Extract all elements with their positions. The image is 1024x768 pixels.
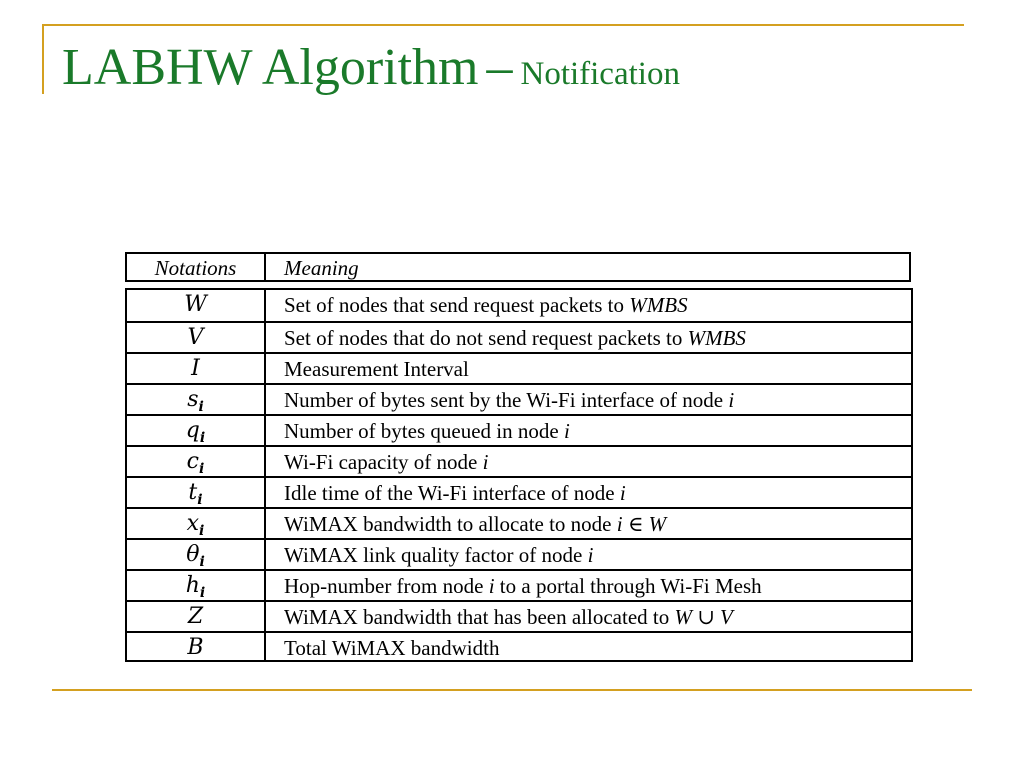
notation-symbol: [127, 323, 264, 354]
meaning-text: [284, 478, 626, 509]
symbol-base: Z: [187, 604, 204, 629]
table-row: [127, 321, 911, 352]
table-row: [127, 383, 911, 414]
table-row: [127, 352, 911, 383]
meaning-text: [284, 290, 688, 321]
symbol-base: x: [186, 511, 200, 536]
symbol-base: h: [185, 573, 200, 598]
symbol-subscript: i: [197, 492, 203, 508]
meaning-text: [284, 633, 499, 664]
meaning-math: i: [587, 543, 594, 567]
notation-symbol: [127, 602, 264, 633]
frame-top-rule: [42, 24, 964, 26]
meaning-text: [284, 416, 570, 447]
meaning-main: Number of bytes sent by the Wi-Fi interface of node: [284, 388, 729, 412]
slide-title: [62, 39, 680, 96]
symbol-base: t: [188, 480, 198, 505]
symbol-base: V: [187, 325, 204, 350]
meaning-main: Hop-number from node: [284, 574, 489, 598]
table-row: [127, 445, 911, 476]
slide-title-dash: –: [486, 39, 513, 96]
symbol-base: q: [185, 418, 200, 443]
meaning-math: i: [482, 450, 489, 474]
meaning-main: Measurement Interval: [284, 357, 469, 381]
meaning-main: Wi-Fi capacity of node: [284, 450, 483, 474]
symbol-subscript: i: [199, 461, 205, 477]
symbol-base: θ: [186, 542, 200, 567]
symbol-subscript: i: [199, 523, 205, 539]
meaning-text: [284, 447, 488, 478]
meaning-main: Number of bytes queued in node: [284, 419, 564, 443]
symbol-base: I: [191, 356, 200, 381]
slide-title-sub: Notification: [520, 56, 680, 92]
meaning-text: [284, 509, 666, 540]
notation-symbol: [127, 509, 264, 540]
symbol-subscript: i: [199, 430, 206, 446]
meaning-after: to a portal through Wi-Fi Mesh: [494, 574, 762, 598]
meaning-math: i: [728, 388, 735, 412]
table-row: [127, 569, 911, 600]
notation-symbol: [127, 385, 264, 416]
symbol-base: W: [184, 292, 207, 317]
meaning-text: [284, 323, 746, 354]
table-row: [127, 414, 911, 445]
meaning-main: Set of nodes that do not send request packets to: [284, 326, 688, 350]
meaning-text: [284, 602, 733, 633]
meaning-math: i ∈ W: [616, 512, 667, 536]
symbol-subscript: i: [199, 554, 205, 570]
meaning-math: i: [619, 481, 626, 505]
meaning-main: WiMAX link quality factor of node: [284, 543, 588, 567]
meaning-text: [284, 540, 593, 571]
meaning-text: [284, 385, 734, 416]
meaning-text: [284, 354, 469, 385]
meaning-math: W ∪ V: [674, 605, 733, 629]
header-notations: Notations: [154, 256, 237, 280]
table-row: [127, 538, 911, 569]
table-row: [127, 476, 911, 507]
table-header: [125, 252, 911, 282]
symbol-subscript: i: [199, 585, 206, 601]
slide-title-main: LABHW Algorithm: [62, 39, 479, 96]
frame-left-rule: [42, 24, 44, 94]
meaning-main: WiMAX bandwidth that has been allocated to: [284, 605, 675, 629]
notation-symbol: [127, 416, 264, 447]
meaning-math: WMBS: [687, 326, 746, 350]
meaning-math: WMBS: [629, 293, 688, 317]
symbol-base: B: [187, 635, 204, 660]
table-row: [127, 507, 911, 538]
header-column-divider: [264, 254, 266, 280]
meaning-main: Total WiMAX bandwidth: [284, 636, 500, 660]
meaning-math: i: [488, 574, 495, 598]
table-row: [127, 631, 911, 662]
notation-symbol: [127, 633, 264, 664]
notation-symbol: [127, 290, 264, 321]
table-body: [125, 288, 913, 662]
symbol-base: s: [187, 387, 199, 412]
table-row: [127, 600, 911, 631]
notation-symbol: [127, 354, 264, 385]
meaning-main: Idle time of the Wi-Fi interface of node: [284, 481, 620, 505]
symbol-base: c: [186, 449, 199, 474]
meaning-main: Set of nodes that send request packets to: [284, 293, 630, 317]
notation-symbol: [127, 540, 264, 571]
notation-symbol: [127, 571, 264, 602]
notation-symbol: [127, 478, 264, 509]
header-meaning: Meaning: [284, 256, 359, 280]
table-row: [127, 290, 911, 321]
notation-symbol: [127, 447, 264, 478]
meaning-math: i: [563, 419, 570, 443]
frame-bottom-rule: [52, 689, 972, 691]
meaning-text: [284, 571, 762, 602]
symbol-subscript: i: [198, 399, 204, 415]
meaning-main: WiMAX bandwidth to allocate to node: [284, 512, 617, 536]
